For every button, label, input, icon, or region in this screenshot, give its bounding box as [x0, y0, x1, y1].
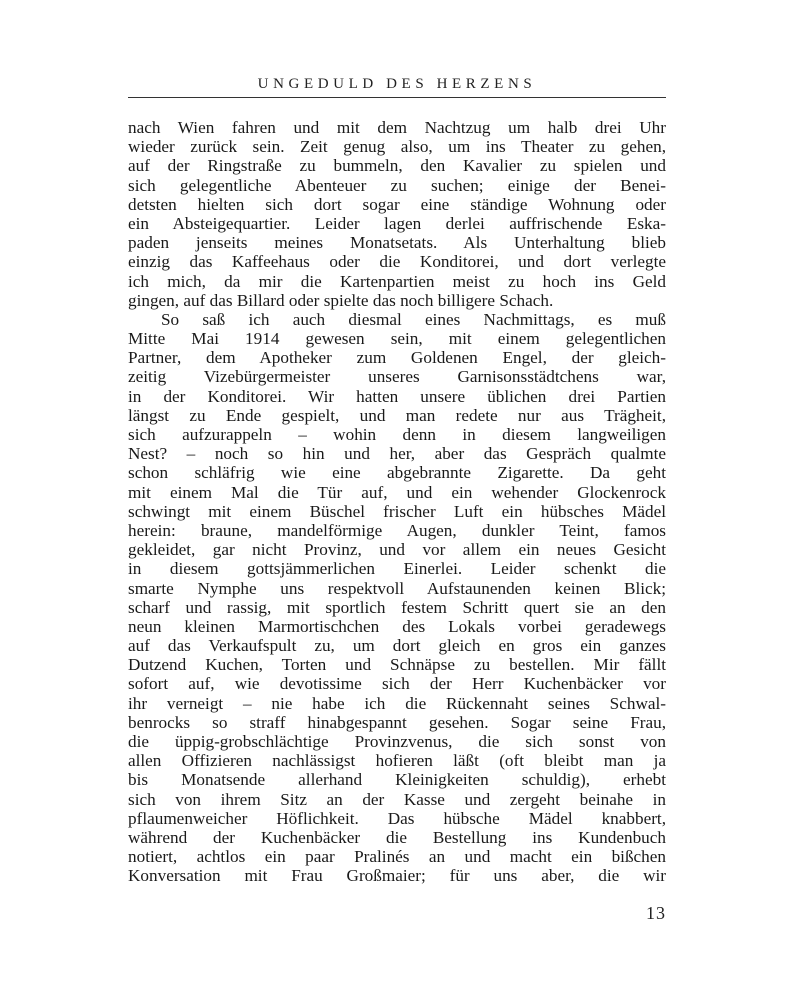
text-line: allen Offizieren nachlässigst hofieren läßt (oft bleibt man ja	[128, 751, 666, 771]
text-line: smarte Nymphe uns respektvoll Aufstaunenden keinen Blick;	[128, 578, 666, 598]
text-line: So saß ich auch diesmal eines Nachmittags, es muß	[161, 309, 666, 329]
text-line: Dutzend Kuchen, Torten und Schnäpse zu bestellen. Mir fällt	[128, 655, 666, 675]
text-line: mit einem Mal die Tür auf, und ein wehender Glockenrock	[128, 482, 666, 502]
text-line: Partner, dem Apotheker zum Goldenen Engel, der gleich-	[128, 348, 666, 368]
text-line: sich gelegentliche Abenteuer zu suchen; einige der Benei-	[128, 175, 666, 195]
text-line: auf der Ringstraße zu bummeln, den Kavalier zu spielen und	[128, 156, 666, 176]
text-line: gekleidet, gar nicht Provinz, und vor allem ein neues Gesicht	[128, 540, 666, 560]
text-line: die üppig-grobschlächtige Provinzvenus, die sich sonst von	[128, 732, 666, 751]
text-line: bis Monatsende allerhand Kleinigkeiten schuldig), erhebt	[128, 770, 666, 790]
text-line: zeitig Vizebürgermeister unseres Garnisonsstädtchens war,	[128, 367, 666, 387]
text-line: scharf und rassig, mit sportlich festem Schritt quert sie an den	[128, 597, 666, 617]
text-line: sich von ihrem Sitz an der Kasse und zergeht beinahe in	[128, 789, 666, 809]
text-line: gingen, auf das Billard oder spielte das noch billigere Schach.	[128, 290, 554, 310]
text-line: auf das Verkaufspult zu, um dort gleich en gros ein ganzes	[128, 636, 666, 656]
page-number: 13	[646, 903, 666, 923]
running-title: UNGEDULD DES HERZENS	[257, 76, 537, 92]
text-line: notiert, achtlos ein paar Pralinés an und macht ein bißchen	[128, 847, 666, 867]
text-line: sofort auf, wie devotissime sich der Herr Kuchenbäcker vor	[128, 674, 666, 694]
text-line: benrocks so straff hinabgespannt gesehen. Sogar seine Frau,	[128, 712, 666, 732]
text-line: neun kleinen Marmortischchen des Lokals vorbei geradewegs	[128, 616, 666, 636]
text-line: schwingt mit einem Büschel frischer Luft ein hübsches Mädel	[128, 501, 666, 521]
text-line: sich aufzurappeln – wohin denn in diesem langweiligen	[128, 425, 666, 444]
header-rule	[128, 97, 666, 98]
text-line: nach Wien fahren und mit dem Nachtzug um halb drei Uhr	[128, 118, 666, 137]
text-line: Nest? – noch so hin und her, aber das Gespräch qualmte	[128, 444, 666, 464]
text-line: Mitte Mai 1914 gewesen sein, mit einem gelegentlichen	[128, 329, 666, 349]
text-line: einzig das Kaffeehaus oder die Konditorei, und dort verlegte	[128, 252, 666, 272]
text-line: wieder zurück sein. Zeit genug also, um ins Theater zu gehen,	[128, 137, 666, 157]
text-line: Konversation mit Frau Großmaier; für uns aber, die wir	[128, 866, 666, 886]
text-line: schon schläfrig wie eine abgebrannte Zigarette. Da geht	[128, 463, 666, 483]
text-line: in diesem gottsjämmerlichen Einerlei. Leider schenkt die	[128, 559, 666, 579]
text-line: detsten hielten sich dort sogar eine ständige Wohnung oder	[128, 194, 666, 214]
text-line: ihr verneigt – nie habe ich die Rückennaht seines Schwal-	[128, 693, 666, 713]
body-text	[128, 118, 666, 886]
text-line: in der Konditorei. Wir hatten unsere üblichen drei Partien	[128, 386, 666, 406]
text-line: pflaumenweicher Höflichkeit. Das hübsche Mädel knabbert,	[128, 808, 666, 828]
text-line: ich mich, da mir die Kartenpartien meist zu hoch ins Geld	[128, 271, 666, 291]
text-line: paden jenseits meines Monatsetats. Als Unterhaltung blieb	[128, 233, 666, 253]
text-line: herein: braune, mandelförmige Augen, dunkler Teint, famos	[128, 520, 666, 540]
text-line: ein Absteigequartier. Leider lagen derlei auffrischende Eska-	[128, 213, 666, 233]
text-line: während der Kuchenbäcker die Bestellung ins Kundenbuch	[128, 827, 666, 847]
text-line: längst zu Ende gespielt, und man redete nur aus Trägheit,	[128, 405, 666, 425]
